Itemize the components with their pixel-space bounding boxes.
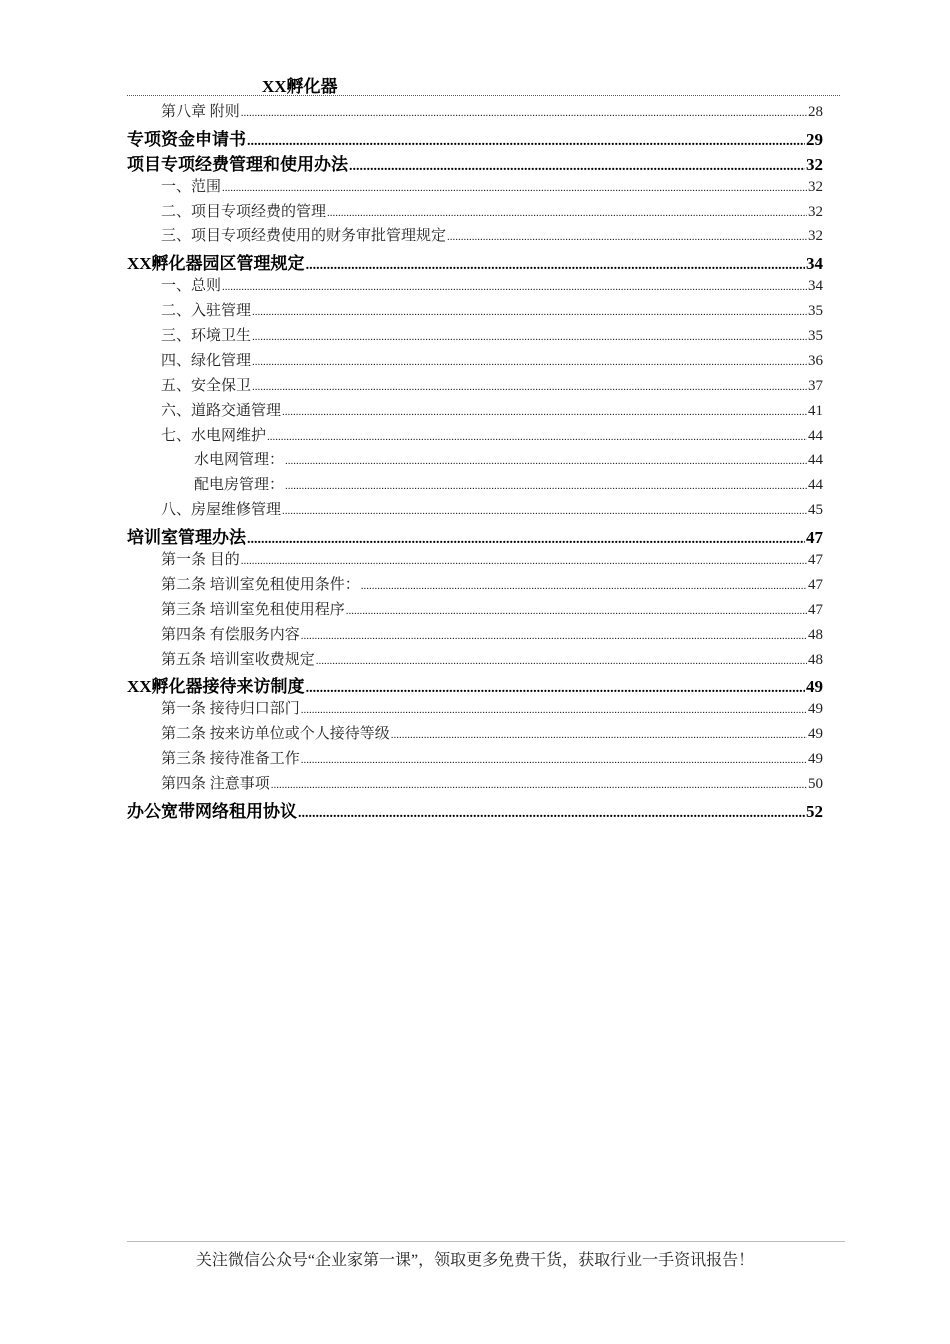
toc-dot-leader xyxy=(247,134,805,150)
toc-subsection-entry[interactable] xyxy=(0,548,823,573)
toc-entry-label: XX孵化器园区管理规定 xyxy=(127,254,305,274)
toc-entry-label: 三、项目专项经费使用的财务审批管理规定 xyxy=(161,228,447,245)
toc-entry-label: 三、环境卫生 xyxy=(161,328,252,345)
toc-dot-leader xyxy=(267,431,807,443)
toc-subsection-entry[interactable] xyxy=(0,498,823,523)
toc-page-number: 50 xyxy=(808,776,823,793)
toc-subsection-entry[interactable] xyxy=(0,399,823,424)
toc-subsection-entry[interactable] xyxy=(0,274,823,299)
toc-dot-leader xyxy=(241,555,807,567)
toc-dot-leader xyxy=(252,381,807,393)
footer-divider xyxy=(127,1241,845,1242)
toc-entry-label: 第三条 培训室免租使用程序 xyxy=(161,601,345,618)
table-of-contents xyxy=(0,100,950,822)
toc-subsection-entry[interactable] xyxy=(0,374,823,399)
toc-subsection-entry[interactable] xyxy=(0,448,823,473)
toc-subsection-entry[interactable] xyxy=(0,697,823,722)
toc-page-number: 44 xyxy=(808,427,823,444)
toc-page-number: 49 xyxy=(808,726,823,743)
toc-page-number: 28 xyxy=(808,104,823,120)
toc-dot-leader xyxy=(222,281,807,293)
toc-page-number: 34 xyxy=(806,254,823,274)
header-divider xyxy=(127,95,840,96)
toc-dot-leader xyxy=(285,480,807,492)
toc-page-number: 45 xyxy=(808,502,823,519)
header-title: XX孵化器 xyxy=(262,77,338,96)
toc-dot-leader xyxy=(241,107,807,119)
toc-subsection-entry[interactable] xyxy=(0,598,823,623)
footer-text: 关注微信公众号“企业家第一课”，领取更多免费干货，获取行业一手资讯报告！ xyxy=(195,1252,755,1269)
toc-subsection-entry[interactable] xyxy=(0,424,823,449)
toc-entry-label: 四、绿化管理 xyxy=(161,352,252,369)
toc-dot-leader xyxy=(252,356,807,368)
toc-entry-label: 第二条 培训室免租使用条件： xyxy=(161,576,360,593)
toc-subsection-entry[interactable] xyxy=(0,224,823,249)
toc-dot-leader xyxy=(301,630,807,642)
toc-section-entry[interactable] xyxy=(0,150,823,175)
toc-subsection-entry[interactable] xyxy=(0,648,823,673)
toc-entry-label: 第一条 接待归口部门 xyxy=(161,701,300,718)
toc-page-number: 37 xyxy=(808,377,823,394)
toc-section-entry[interactable] xyxy=(0,672,823,697)
toc-dot-leader xyxy=(346,605,807,617)
toc-dot-leader xyxy=(306,258,805,274)
toc-page-number: 48 xyxy=(808,651,823,668)
toc-entry-label: 第四条 有偿服务内容 xyxy=(161,626,300,643)
toc-subsection-entry[interactable] xyxy=(0,473,823,498)
toc-subsection-entry[interactable] xyxy=(0,573,823,598)
toc-dot-leader xyxy=(282,505,807,517)
toc-dot-leader xyxy=(316,655,807,667)
toc-dot-leader xyxy=(271,779,807,791)
toc-entry-label: 五、安全保卫 xyxy=(161,377,252,394)
toc-page-number: 49 xyxy=(806,677,823,697)
toc-section-entry[interactable] xyxy=(0,523,823,548)
toc-dot-leader xyxy=(391,729,807,741)
toc-entry-label: 办公宽带网络租用协议 xyxy=(127,801,297,821)
toc-page-number: 44 xyxy=(808,477,823,494)
toc-subsection-entry[interactable] xyxy=(0,722,823,747)
toc-subsection-entry[interactable] xyxy=(0,299,823,324)
toc-dot-leader xyxy=(285,455,807,467)
toc-entry-label: 二、项目专项经费的管理 xyxy=(161,203,327,220)
toc-page-number: 48 xyxy=(808,626,823,643)
toc-dot-leader xyxy=(252,306,807,318)
toc-page-number: 29 xyxy=(806,129,823,149)
toc-dot-leader xyxy=(447,231,807,243)
toc-page-number: 32 xyxy=(806,154,823,174)
toc-subsection-entry[interactable] xyxy=(0,772,823,797)
toc-page-number: 47 xyxy=(808,601,823,618)
toc-subsection-entry[interactable] xyxy=(0,175,823,200)
toc-entry-label: 七、水电网维护 xyxy=(161,427,267,444)
toc-entry-label: 八、房屋维修管理 xyxy=(161,502,282,519)
toc-dot-leader xyxy=(361,580,807,592)
toc-dot-leader xyxy=(306,681,805,697)
toc-subsection-entry[interactable] xyxy=(0,324,823,349)
toc-entry-label: 第八章 附则 xyxy=(161,104,240,120)
toc-dot-leader xyxy=(252,331,807,343)
toc-entry-label: 第五条 培训室收费规定 xyxy=(161,651,315,668)
toc-entry-label: 二、入驻管理 xyxy=(161,303,252,320)
toc-dot-leader xyxy=(222,182,807,194)
toc-page-number: 47 xyxy=(806,528,823,548)
toc-page-number: 35 xyxy=(808,303,823,320)
toc-entry-label: 第二条 按来访单位或个人接待等级 xyxy=(161,726,390,743)
toc-page-number: 49 xyxy=(808,701,823,718)
toc-entry-label: 六、道路交通管理 xyxy=(161,402,282,419)
toc-dot-leader xyxy=(301,754,807,766)
toc-entry-label: 水电网管理： xyxy=(194,452,285,469)
toc-page-number: 49 xyxy=(808,751,823,768)
toc-subsection-entry[interactable] xyxy=(0,100,823,125)
toc-entry-label: 第一条 目的 xyxy=(161,552,240,569)
toc-page-number: 41 xyxy=(808,402,823,419)
toc-entry-label: 配电房管理： xyxy=(194,477,285,494)
toc-dot-leader xyxy=(327,207,807,219)
toc-page-number: 36 xyxy=(808,352,823,369)
toc-page-number: 32 xyxy=(808,203,823,220)
toc-entry-label: 一、范围 xyxy=(161,178,222,195)
toc-dot-leader xyxy=(282,406,807,418)
toc-page-number: 47 xyxy=(808,552,823,569)
toc-subsection-entry[interactable] xyxy=(0,200,823,225)
toc-page-number: 47 xyxy=(808,576,823,593)
toc-dot-leader xyxy=(247,532,805,548)
toc-dot-leader xyxy=(301,704,807,716)
toc-dot-leader xyxy=(349,159,805,175)
toc-subsection-entry[interactable] xyxy=(0,623,823,648)
toc-subsection-entry[interactable] xyxy=(0,747,823,772)
toc-section-entry[interactable] xyxy=(0,249,823,274)
toc-entry-label: 一、总则 xyxy=(161,278,222,295)
toc-section-entry[interactable] xyxy=(0,125,823,150)
toc-subsection-entry[interactable] xyxy=(0,349,823,374)
toc-entry-label: 培训室管理办法 xyxy=(127,528,246,548)
toc-page-number: 32 xyxy=(808,228,823,245)
toc-dot-leader xyxy=(298,806,805,822)
toc-page-number: 34 xyxy=(808,278,823,295)
toc-page-number: 32 xyxy=(808,178,823,195)
toc-entry-label: 第三条 接待准备工作 xyxy=(161,751,300,768)
toc-entry-label: XX孵化器接待来访制度 xyxy=(127,677,305,697)
toc-page-number: 52 xyxy=(806,801,823,821)
toc-page-number: 35 xyxy=(808,328,823,345)
toc-page-number: 44 xyxy=(808,452,823,469)
toc-entry-label: 专项资金申请书 xyxy=(127,129,246,149)
toc-entry-label: 第四条 注意事项 xyxy=(161,776,270,793)
toc-section-entry[interactable] xyxy=(0,797,823,822)
toc-entry-label: 项目专项经费管理和使用办法 xyxy=(127,154,348,174)
